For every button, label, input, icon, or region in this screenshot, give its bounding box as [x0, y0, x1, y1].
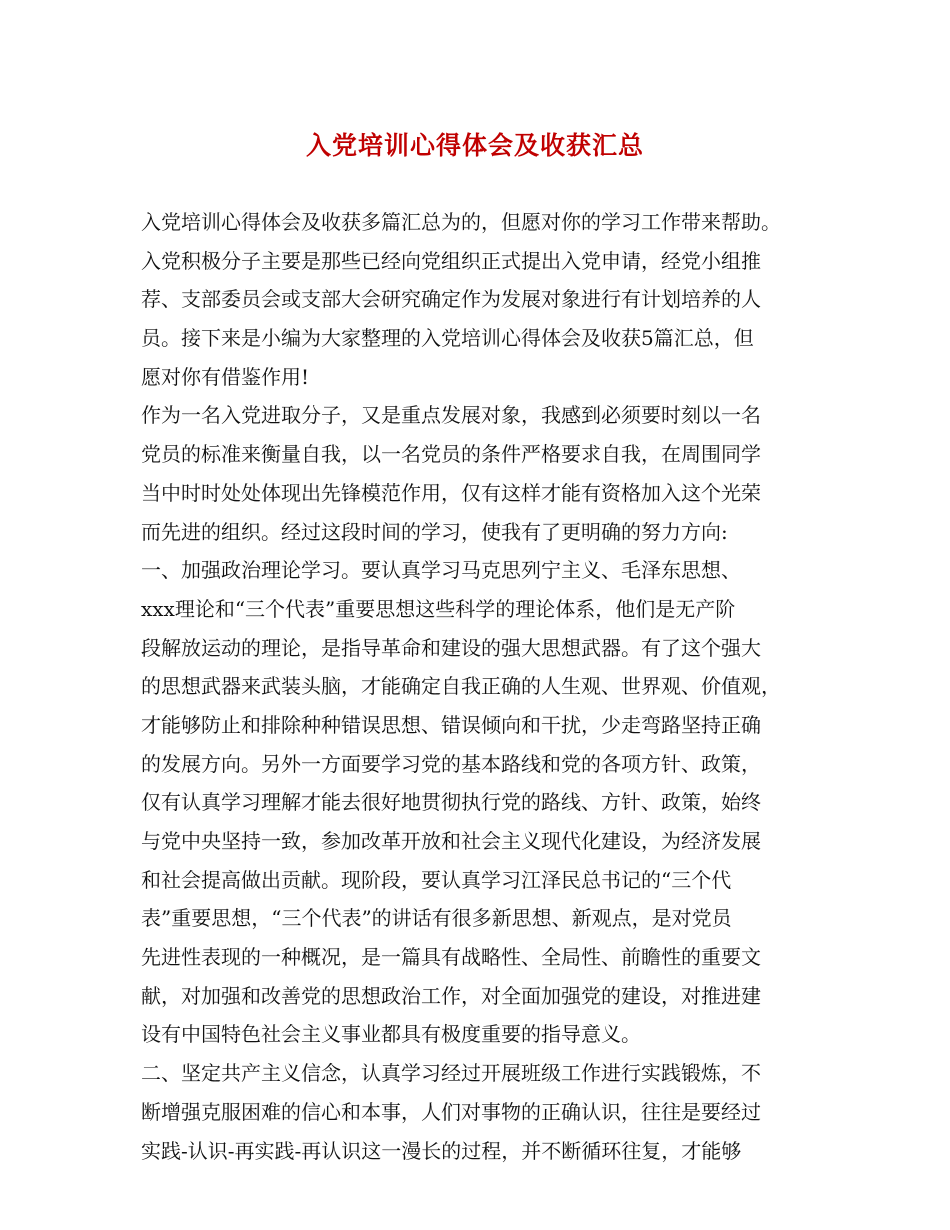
text-line: 的思想武器来武装头脑，才能确定自我正确的人生观、世界观、价值观， — [141, 674, 781, 699]
text-line: 荐、支部委员会或支部大会研究确定作为发展对象进行有计划培养的人 — [141, 287, 761, 312]
text-line: 作为一名入党进取分子，又是重点发展对象，我感到必须要时刻以一名 — [141, 403, 761, 428]
text-line: 一、加强政治理论学习。要认真学习马克思列宁主义、毛泽东思想、 — [141, 558, 741, 583]
text-line: 与党中央坚持一致，参加改革开放和社会主义现代化建设，为经济发展 — [141, 829, 761, 853]
text-line: 的发展方向。另外一方面要学习党的基本路线和党的各项方针、政策， — [141, 751, 761, 776]
text-line: xxx理论和“三个代表”重要思想这些科学的理论体系，他们是无产阶 — [141, 596, 736, 621]
text-line: 设有中国特色社会主义事业都具有极度重要的指导意义。 — [141, 1022, 641, 1047]
text-line: 二、坚定共产主义信念，认真学习经过开展班级工作进行实践锻炼，不 — [141, 1061, 761, 1086]
text-line: 表”重要思想，“三个代表”的讲话有很多新思想、新观点，是对党员 — [141, 906, 732, 931]
text-line: 才能够防止和排除种种错误思想、错误倾向和干扰，少走弯路坚持正确 — [141, 712, 761, 737]
document-body — [141, 203, 831, 1170]
text-line: 断增强克服困难的信心和本事，人们对事物的正确认识，往往是要经过 — [141, 1099, 761, 1124]
text-line: 献，对加强和改善党的思想政治工作，对全面加强党的建设，对推进建 — [141, 983, 761, 1008]
text-line: 愿对你有借鉴作用! — [141, 364, 310, 389]
text-line: 入党积极分子主要是那些已经向党组织正式提出入党申请，经党小组推 — [141, 248, 761, 273]
document-title: 入党培训心得体会及收获汇总 — [305, 131, 644, 160]
text-line: 党员的标准来衡量自我，以一名党员的条件严格要求自我，在周围同学 — [141, 442, 761, 467]
text-line: 仅有认真学习理解才能去很好地贯彻执行党的路线、方针、政策，始终 — [141, 790, 761, 815]
text-line: 段解放运动的理论，是指导革命和建设的强大思想武器。有了这个强大 — [141, 635, 761, 660]
text-line: 实践-认识-再实践-再认识这一漫长的过程，并不断循环往复，才能够 — [141, 1138, 742, 1163]
text-line: 员。接下来是小编为大家整理的入党培训心得体会及收获5篇汇总，但 — [141, 326, 754, 351]
text-line: 和社会提高做出贡献。现阶段，要认真学习江泽民总书记的“三个代 — [141, 867, 732, 892]
text-line: 入党培训心得体会及收获多篇汇总为的，但愿对你的学习工作带来帮助。 — [141, 210, 781, 234]
text-line: 先进性表现的一种概况，是一篇具有战略性、全局性、前瞻性的重要文 — [141, 945, 761, 970]
text-line: 当中时时处处体现出先锋模范作用，仅有这样才能有资格加入这个光荣 — [141, 480, 761, 505]
text-line: 而先进的组织。经过这段时间的学习，使我有了更明确的努力方向: — [141, 519, 728, 544]
